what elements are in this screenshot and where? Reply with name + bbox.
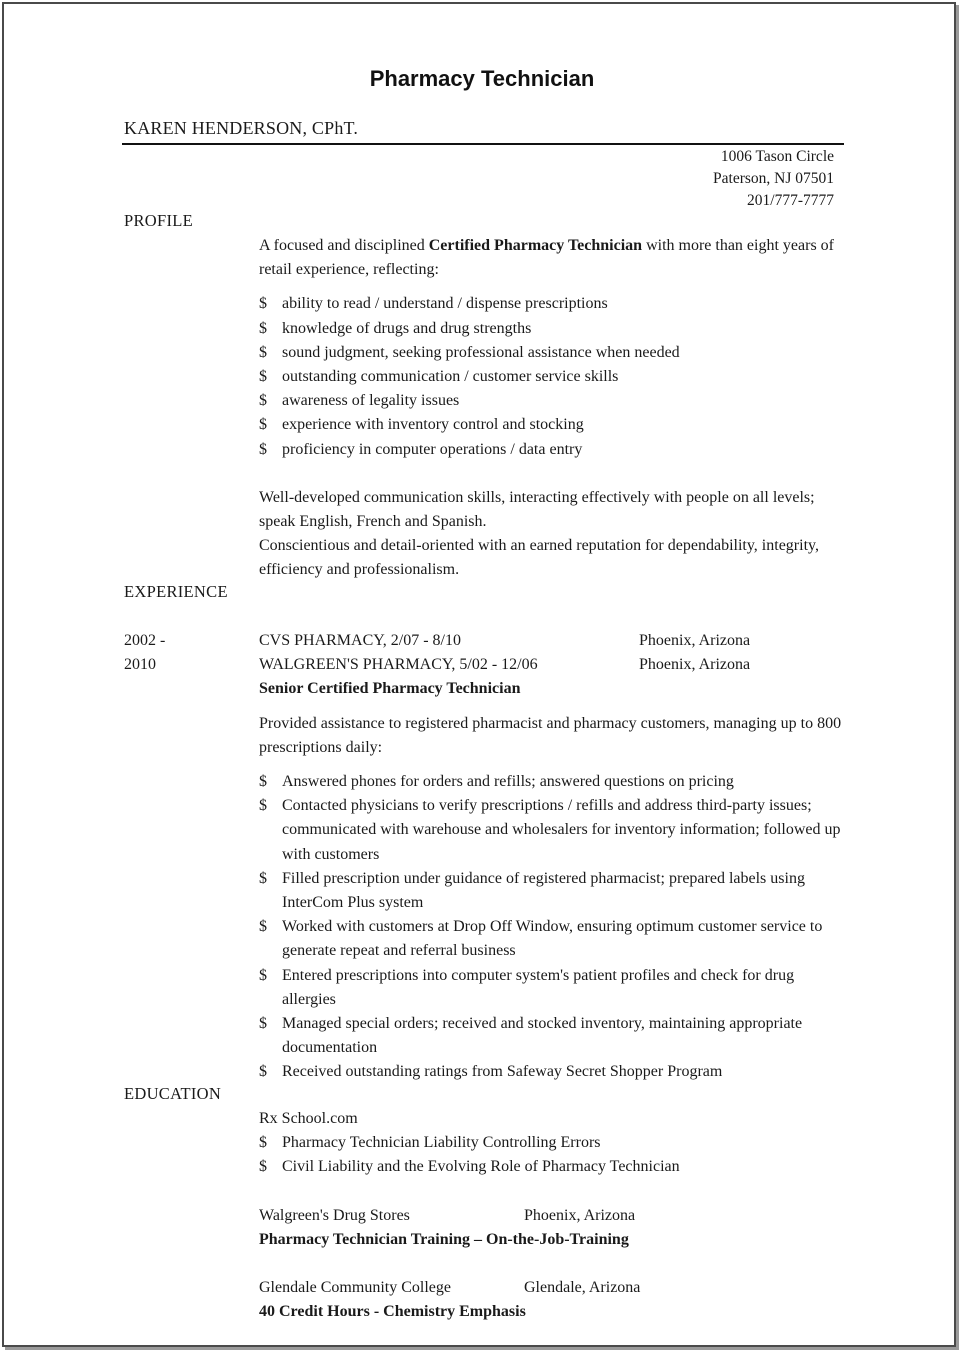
list-item-text: Pharmacy Technician Liability Controlling Errors [282, 1134, 601, 1152]
list-item [259, 964, 849, 1012]
education-section [259, 1107, 849, 1324]
bullet-symbol: $ [259, 1158, 267, 1176]
bullet-symbol: $ [259, 1015, 267, 1033]
profile-intro [259, 234, 849, 282]
school-row [259, 1204, 849, 1228]
education-heading: EDUCATION [124, 1084, 222, 1103]
list-item-text: knowledge of drugs and drug strengths [282, 319, 532, 337]
address-phone: 201/777-7777 [747, 192, 834, 209]
school-location: Glendale, Arizona [524, 1279, 641, 1297]
list-item [259, 794, 849, 867]
profile-intro-end: with more than eight years of retail experience, reflecting: [259, 237, 835, 279]
bullet-symbol: $ [259, 1063, 267, 1081]
list-item [259, 341, 849, 365]
list-item-text: sound judgment, seeking professional assistance when needed [282, 343, 680, 361]
list-item [259, 292, 849, 316]
list-item-text: Answered phones for orders and refills; answered questions on pricing [282, 773, 734, 791]
school-name: Walgreen's Drug Stores [259, 1206, 410, 1224]
list-item [259, 317, 849, 341]
list-item-text: proficiency in computer operations / data entry [282, 440, 583, 458]
list-item [259, 1155, 849, 1179]
candidate-name: KAREN HENDERSON, CPhT. [124, 118, 359, 138]
bullet-symbol: $ [259, 368, 267, 386]
list-item-text: ability to read / understand / dispense prescriptions [282, 295, 608, 313]
contact-address [713, 146, 834, 212]
job-location: Phoenix, Arizona [639, 656, 751, 674]
profile-languages: Well-developed communication skills, interacting effectively with people on all levels; speak English, French and Spanish. [259, 488, 815, 531]
experience-section [259, 629, 849, 1085]
list-item-text: Managed special orders; received and stocked inventory, maintaining appropriate documentation [282, 1015, 803, 1057]
school-program: Pharmacy Technician Training – On-the-Job-Training [259, 1230, 629, 1248]
list-item [259, 389, 849, 413]
bullet-symbol: $ [259, 319, 267, 337]
bullet-symbol: $ [259, 392, 267, 410]
course-list [259, 1131, 849, 1179]
list-item [259, 413, 849, 437]
job-employer: WALGREEN'S PHARMACY, 5/02 - 12/06 [259, 656, 538, 674]
list-item [259, 365, 849, 389]
list-item [259, 1060, 849, 1084]
bullet-symbol: $ [259, 440, 267, 458]
bullet-symbol: $ [259, 797, 267, 815]
experience-heading: EXPERIENCE [124, 582, 228, 601]
list-item-text: outstanding communication / customer service skills [282, 368, 619, 386]
date-start: 2002 - [124, 632, 166, 649]
experience-dates [124, 629, 165, 677]
profile-intro-bold: Certified Pharmacy Technician [428, 237, 643, 254]
bullet-symbol: $ [259, 1134, 267, 1152]
header-divider [122, 143, 844, 145]
job-duties-list [259, 770, 849, 1085]
bullet-symbol: $ [259, 343, 267, 361]
list-item-text: Entered prescriptions into computer system's patient profiles and check for drug allergies [282, 966, 795, 1008]
bullet-symbol: $ [259, 416, 267, 434]
list-item [259, 770, 849, 794]
list-item [259, 915, 849, 963]
list-item [259, 1012, 849, 1060]
school-location: Phoenix, Arizona [524, 1206, 636, 1224]
school-name: Rx School.com [259, 1110, 358, 1127]
list-item-text: experience with inventory control and stocking [282, 416, 584, 434]
list-item-text: Received outstanding ratings from Safeway Secret Shopper Program [282, 1063, 723, 1081]
job-summary: Provided assistance to registered pharmacist and pharmacy customers, managing up to 800 prescriptions daily: [259, 714, 842, 756]
list-item [259, 867, 849, 915]
address-city: Paterson, NJ 07501 [713, 170, 834, 187]
bullet-symbol: $ [259, 918, 267, 936]
list-item-text: Civil Liability and the Evolving Role of Pharmacy Technician [282, 1158, 680, 1176]
list-item-text: Contacted physicians to verify prescriptions / refills and address third-party issues; communicated with warehouse and wholesalers for inventory information; followed up with customers [282, 797, 841, 863]
list-item-text: Worked with customers at Drop Off Window, ensuring optimum customer service to generate repeat and referral business [282, 918, 823, 960]
document-title: Pharmacy Technician [369, 66, 595, 91]
profile-qualities: Conscientious and detail-oriented with an earned reputation for dependability, integrity, efficiency and professionalism. [259, 537, 819, 579]
profile-section [259, 234, 849, 583]
school-row [259, 1276, 849, 1300]
document-page [2, 2, 956, 1347]
bullet-symbol: $ [259, 966, 267, 984]
list-item [259, 1131, 849, 1155]
school-name: Glendale Community College [259, 1279, 451, 1297]
date-end: 2010 [124, 656, 156, 674]
job-row [259, 629, 849, 653]
list-item-text: Filled prescription under guidance of registered pharmacist; prepared labels using InterCom Plus system [282, 869, 805, 912]
school-program: 40 Credit Hours - Chemistry Emphasis [259, 1303, 526, 1321]
list-item-text: awareness of legality issues [282, 392, 460, 410]
job-row [259, 653, 849, 677]
job-employer: CVS PHARMACY, 2/07 - 8/10 [259, 632, 461, 649]
job-location: Phoenix, Arizona [639, 632, 751, 649]
profile-heading: PROFILE [124, 211, 194, 230]
address-street: 1006 Tason Circle [720, 148, 834, 165]
bullet-symbol: $ [259, 869, 267, 887]
profile-intro-start: A focused and disciplined [259, 237, 429, 254]
list-item [259, 438, 849, 462]
profile-skills-list [259, 292, 849, 461]
bullet-symbol: $ [259, 773, 267, 791]
bullet-symbol: $ [259, 295, 267, 313]
job-position: Senior Certified Pharmacy Technician [259, 680, 521, 698]
